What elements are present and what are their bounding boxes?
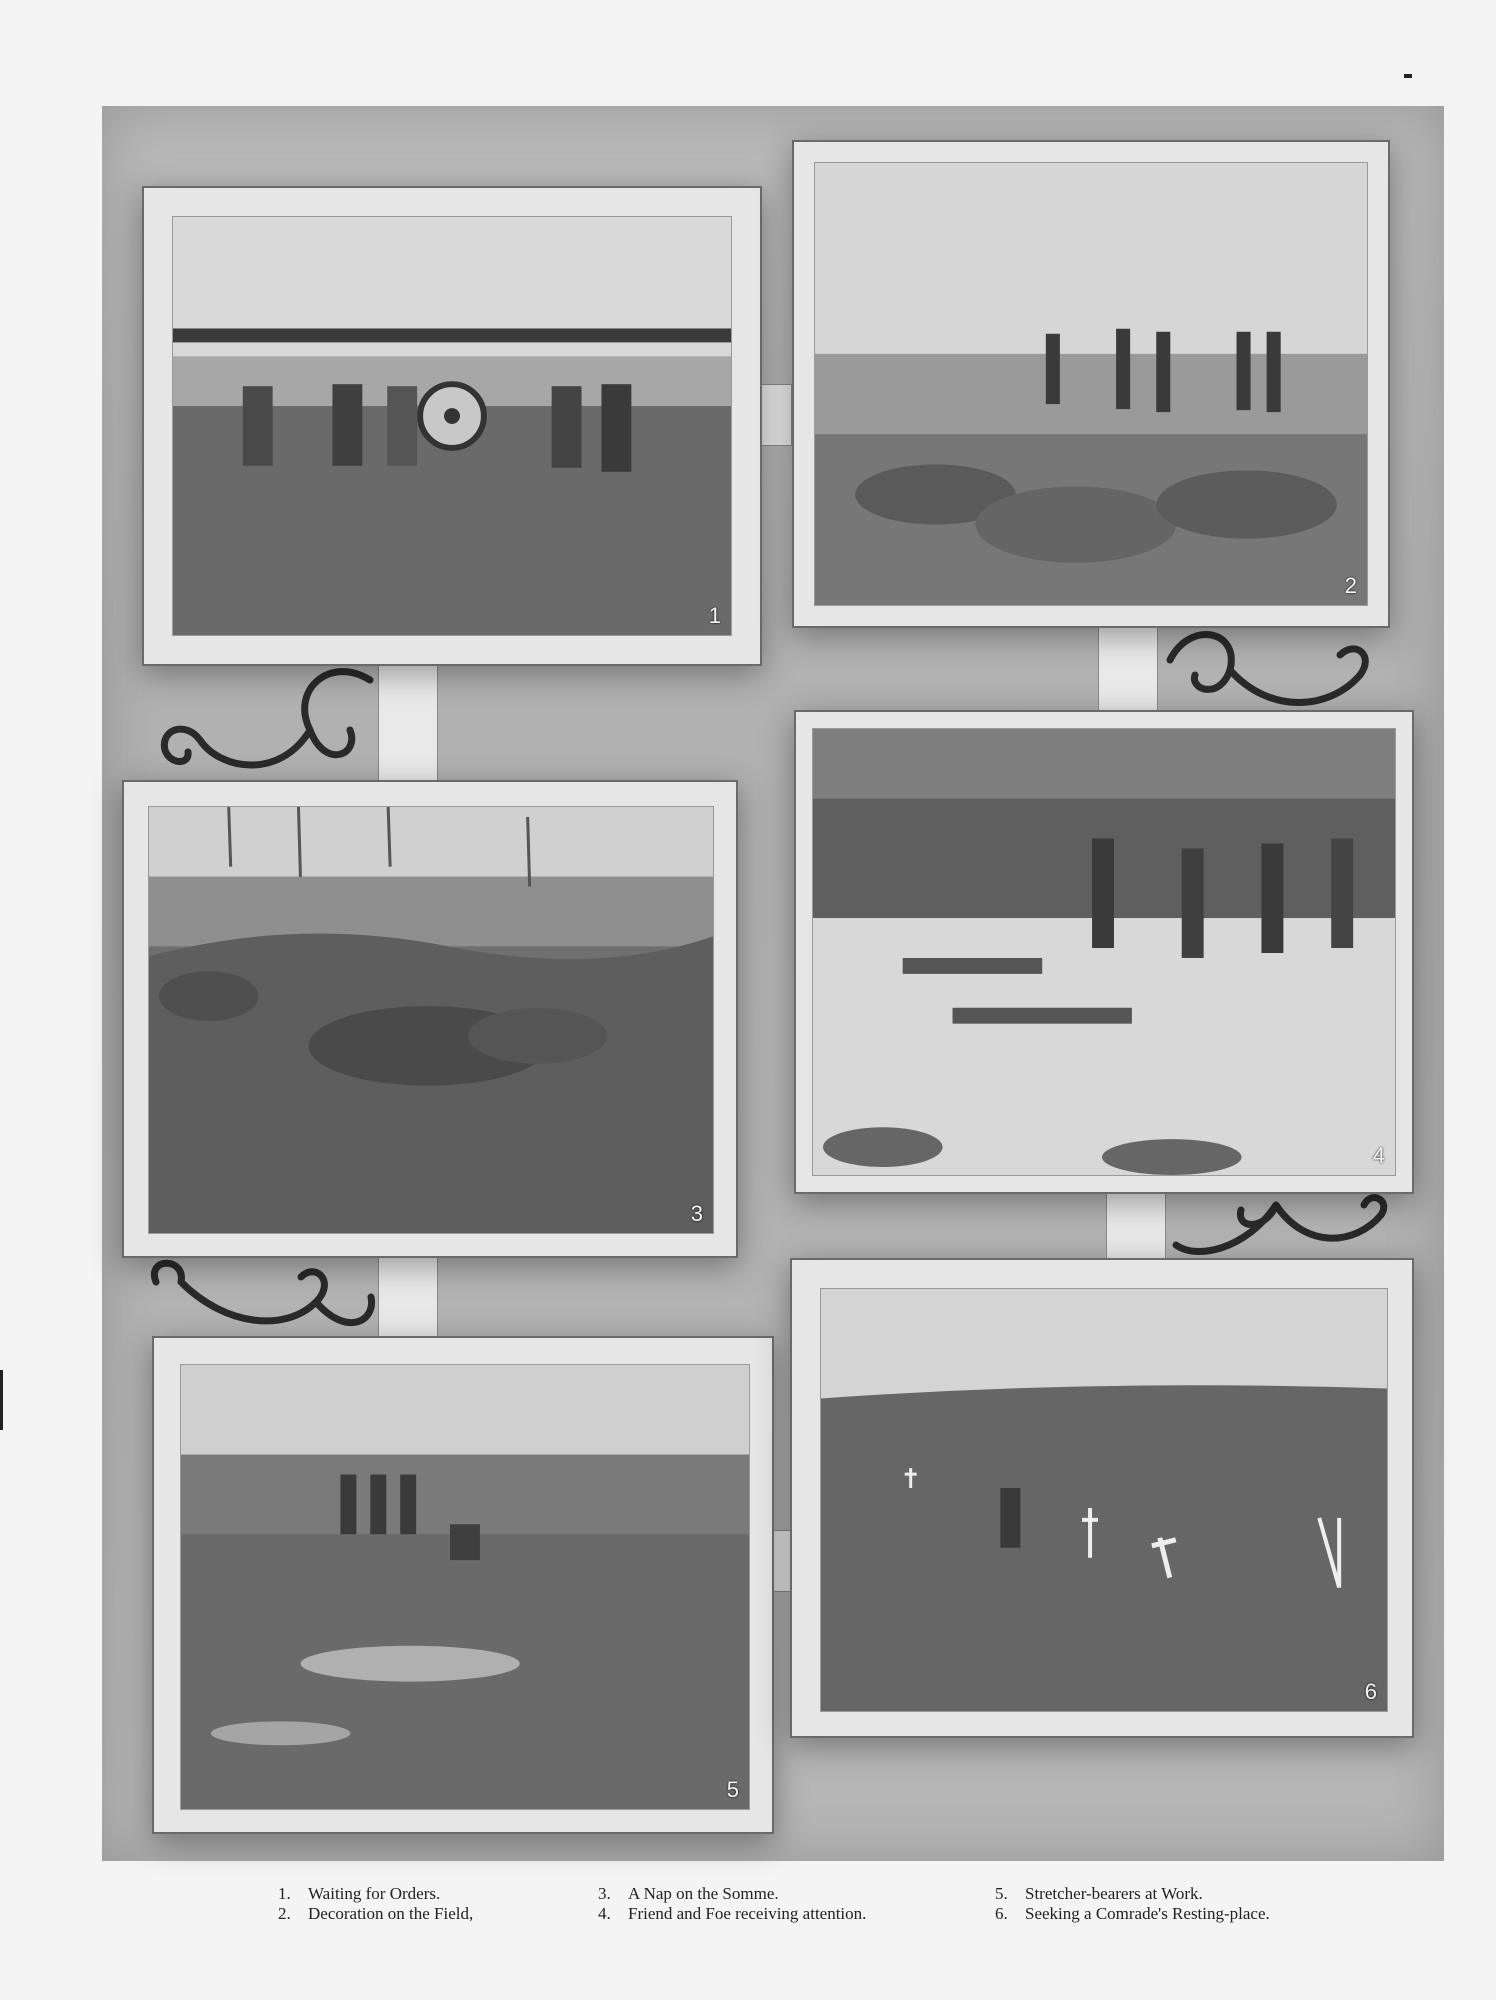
photo-friend-and-foe [812, 728, 1396, 1176]
margin-mark [1404, 74, 1412, 78]
photo-frame-2 [792, 140, 1390, 628]
graves-field-photo [821, 1289, 1387, 1711]
caption-2: 2. Decoration on the Field, [278, 1904, 474, 1923]
scroll-ornament [136, 1252, 382, 1342]
caption-column-2 [598, 1884, 866, 1924]
photo-number: 2 [1344, 573, 1357, 598]
frame-post [760, 384, 792, 446]
photo-number: 1 [708, 603, 721, 628]
muddy-field-photo [181, 1365, 749, 1809]
photo-frame-4 [794, 710, 1414, 1194]
soldiers-crowd-photo [815, 163, 1367, 605]
photo-frame-3 [122, 780, 738, 1258]
scroll-ornament [1160, 620, 1390, 715]
photo-stretcher-bearers [180, 1364, 750, 1810]
airplane-photo [173, 217, 731, 635]
frame-post [378, 664, 438, 784]
caption-5: 5. Stretcher-bearers at Work. [995, 1884, 1203, 1903]
photo-number: 6 [1364, 1679, 1377, 1704]
photo-frame-6 [790, 1258, 1414, 1738]
scroll-ornament [1166, 1190, 1396, 1260]
caption-column-3 [995, 1884, 1270, 1924]
stretchers-photo [813, 729, 1395, 1175]
margin-mark [0, 1370, 3, 1430]
photo-comrades-resting-place [820, 1288, 1388, 1712]
photo-nap-on-the-somme [148, 806, 714, 1234]
frame-post [378, 1252, 438, 1344]
caption-4: 4. Friend and Foe receiving attention. [598, 1904, 867, 1923]
photo-frame-1 [142, 186, 762, 666]
photo-frame-5 [152, 1336, 774, 1834]
caption-column-1 [278, 1884, 473, 1924]
sleeping-soldiers-photo [149, 807, 713, 1233]
caption-3: 3. A Nap on the Somme. [598, 1884, 779, 1903]
photo-number: 5 [726, 1777, 739, 1802]
frame-post [1106, 1190, 1166, 1264]
photo-waiting-for-orders [172, 216, 732, 636]
scroll-ornament [140, 660, 380, 785]
photo-number: 4 [1372, 1143, 1385, 1168]
frame-post [1098, 622, 1158, 712]
caption-1: 1. Waiting for Orders. [278, 1884, 441, 1903]
photo-decoration-on-field [814, 162, 1368, 606]
caption-6: 6. Seeking a Comrade's Resting-place. [995, 1904, 1270, 1923]
photo-number: 3 [690, 1201, 703, 1226]
